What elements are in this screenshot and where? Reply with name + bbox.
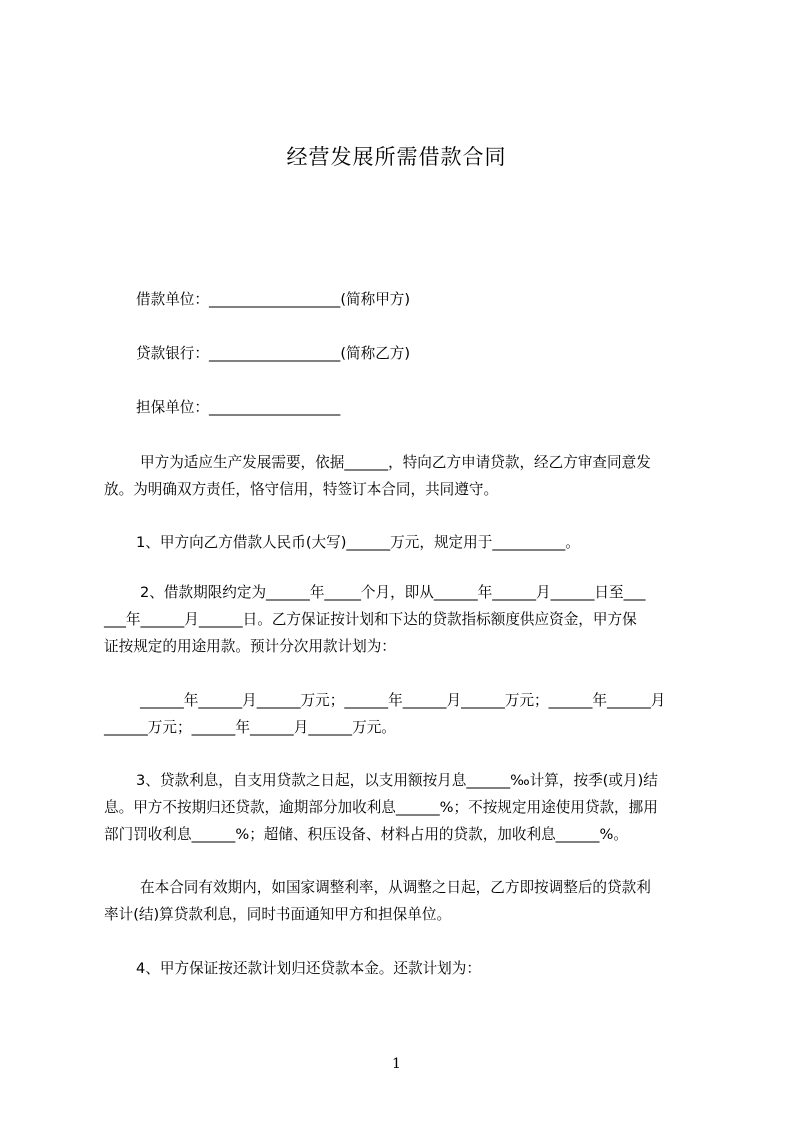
schedule-line-1: ______年______月______万元；______年______月______万元；______年______月 [140,692,666,709]
preamble-line-1: 甲方为适应生产发展需要，依据______，特向乙方申请贷款，经乙方审查同意发 [140,454,651,471]
clause-3-line-3: 部门罚收利息______%；超储、积压设备、材料占用的贷款，加收利息______%。 [104,826,628,843]
page-number: 1 [392,1056,401,1072]
preamble-paragraph [104,449,700,503]
borrower-field [136,286,732,313]
lender-field [136,340,732,367]
guarantor-line: 担保单位：__________________ [136,399,341,416]
guarantor-field [136,394,732,421]
borrower-line: 借款单位：__________________(简称甲方) [136,291,411,308]
clause-3-line-1: 3、贷款利息，自支用贷款之日起，以支用额按月息______‰计算，按季(或月)结 [136,772,658,789]
clause-4-paragraph [104,955,700,982]
rate-adjustment-line-1: 在本合同有效期内，如国家调整利率，从调整之日起，乙方即按调整后的贷款利 [140,879,651,896]
clause-2-line-2: ___年______月______日。乙方保证按计划和下达的贷款指标额度供应资金，甲方保 [104,611,637,628]
clause-3-paragraph [104,767,700,848]
preamble-line-2: 放。为明确双方责任，恪守信用，特签订本合同，共同遵守。 [104,481,499,498]
clause-1-line-1: 1、甲方向乙方借款人民币(大写)______万元，规定用于__________。 [136,534,580,551]
schedule-line-2: ______万元；______年______月______万元。 [104,719,396,736]
clause-4-line-1: 4、甲方保证按还款计划归还贷款本金。还款计划为： [136,960,481,977]
clause-2-line-3: 证按规定的用途用款。预计分次用款计划为： [104,638,396,655]
lender-line: 贷款银行：__________________(简称乙方) [136,345,411,362]
document-title: 经营发展所需借款合同 [286,145,507,169]
clause-3-line-2: 息。甲方不按期归还贷款，逾期部分加收利息______%；不按规定用途使用贷款，挪用 [104,799,658,816]
clause-2-line-1: 2、借款期限约定为______年_____个月，即从______年______月______日至___ [140,584,646,601]
clause-2-paragraph [104,579,700,660]
clause-1-paragraph [104,529,700,556]
rate-adjustment-line-2: 率计(结)算贷款利息，同时书面通知甲方和担保单位。 [104,906,452,923]
schedule-paragraph [104,687,700,741]
rate-adjustment-paragraph [104,874,700,928]
